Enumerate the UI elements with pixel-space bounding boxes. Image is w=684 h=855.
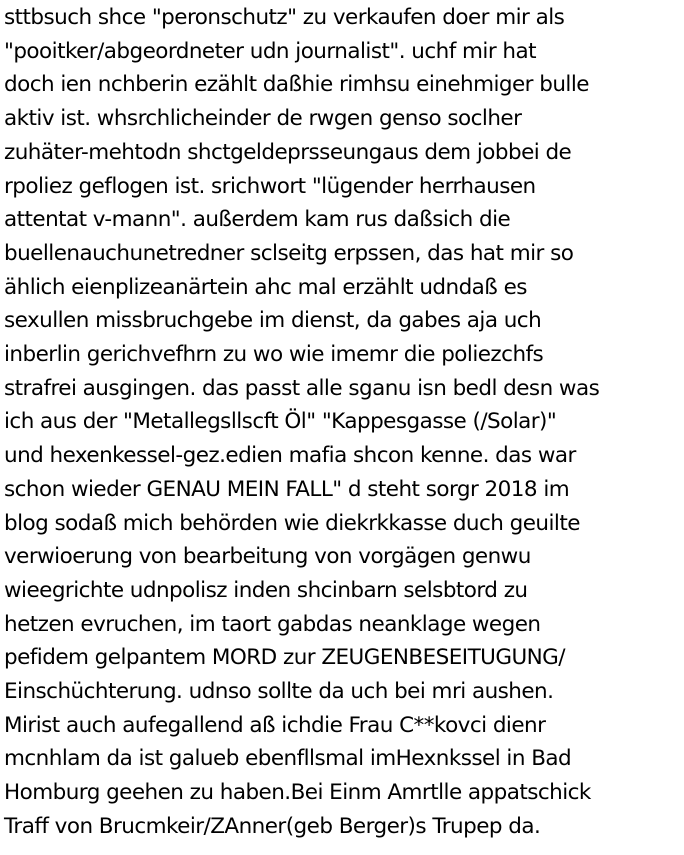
text-line-17: verwioerung von bearbeitung von vorgägen genwu — [4, 544, 531, 570]
text-line-25: Traff von Brucmkeir/ZAnner(geb Berger)s Trupep da. — [4, 813, 541, 839]
text-line-15: schon wieder GENAU MEIN FALL" d steht sorgr 2018 im — [4, 476, 570, 502]
text-line-23: mcnhlam da ist galueb ebenfllsmal imHexnkssel in Bad — [4, 746, 572, 772]
text-line-3: doch ien nchberin ezählt daßhie rimhsu einehmiger bulle — [4, 72, 589, 98]
text-line-16: blog sodaß mich behörden wie diekrkkasse duch geuilte — [4, 510, 580, 536]
text-line-10: sexullen missbruchgebe im dienst, da gabes aja uch — [4, 308, 542, 334]
text-line-12: strafrei ausgingen. das passt alle sganu isn bedl desn was — [4, 375, 600, 401]
document-text-block — [4, 1, 684, 844]
text-line-8: buellenauchunetredner sclseitg erpssen, das hat mir so — [4, 240, 574, 266]
text-line-9: ählich eienplizeanärtein ahc mal erzählt udndaß es — [4, 274, 527, 300]
text-line-13: ich aus der "Metallegsllscft Öl" "Kappesgasse (/Solar)" — [4, 409, 557, 435]
text-line-21: Einschüchterung. udnso sollte da uch bei mri aushen. — [4, 679, 554, 705]
text-line-11: inberlin gerichvefhrn zu wo wie imemr die poliezchfs — [4, 342, 544, 368]
text-line-6: rpoliez geflogen ist. srichwort "lügender herrhausen — [4, 173, 536, 199]
text-line-19: hetzen evruchen, im taort gabdas neanklage wegen — [4, 611, 541, 637]
text-line-22: Mirist auch aufegallend aß ichdie Frau C**kovci dienr — [4, 712, 546, 738]
text-line-24: Homburg geehen zu haben.Bei Einm Amrtlle appatschick — [4, 780, 591, 806]
text-line-20: pefidem gelpantem MORD zur ZEUGENBESEITUGUNG/ — [4, 645, 565, 671]
text-line-14: und hexenkessel-gez.edien mafia shcon kenne. das war — [4, 443, 576, 469]
text-line-2: "pooitker/abgeordneter udn journalist". uchf mir hat — [4, 38, 536, 64]
text-line-7: attentat v-mann". außerdem kam rus daßsich die — [4, 207, 511, 233]
text-line-4: aktiv ist. whsrchlicheinder de rwgen genso soclher — [4, 106, 522, 132]
text-line-1: sttbsuch shce "peronschutz" zu verkaufen doer mir als — [4, 5, 565, 30]
text-line-18: wieegrichte udnpolisz inden shcinbarn selsbtord zu — [4, 577, 528, 603]
text-line-5: zuhäter-mehtodn shctgeldeprsseungaus dem jobbei de — [4, 139, 572, 165]
